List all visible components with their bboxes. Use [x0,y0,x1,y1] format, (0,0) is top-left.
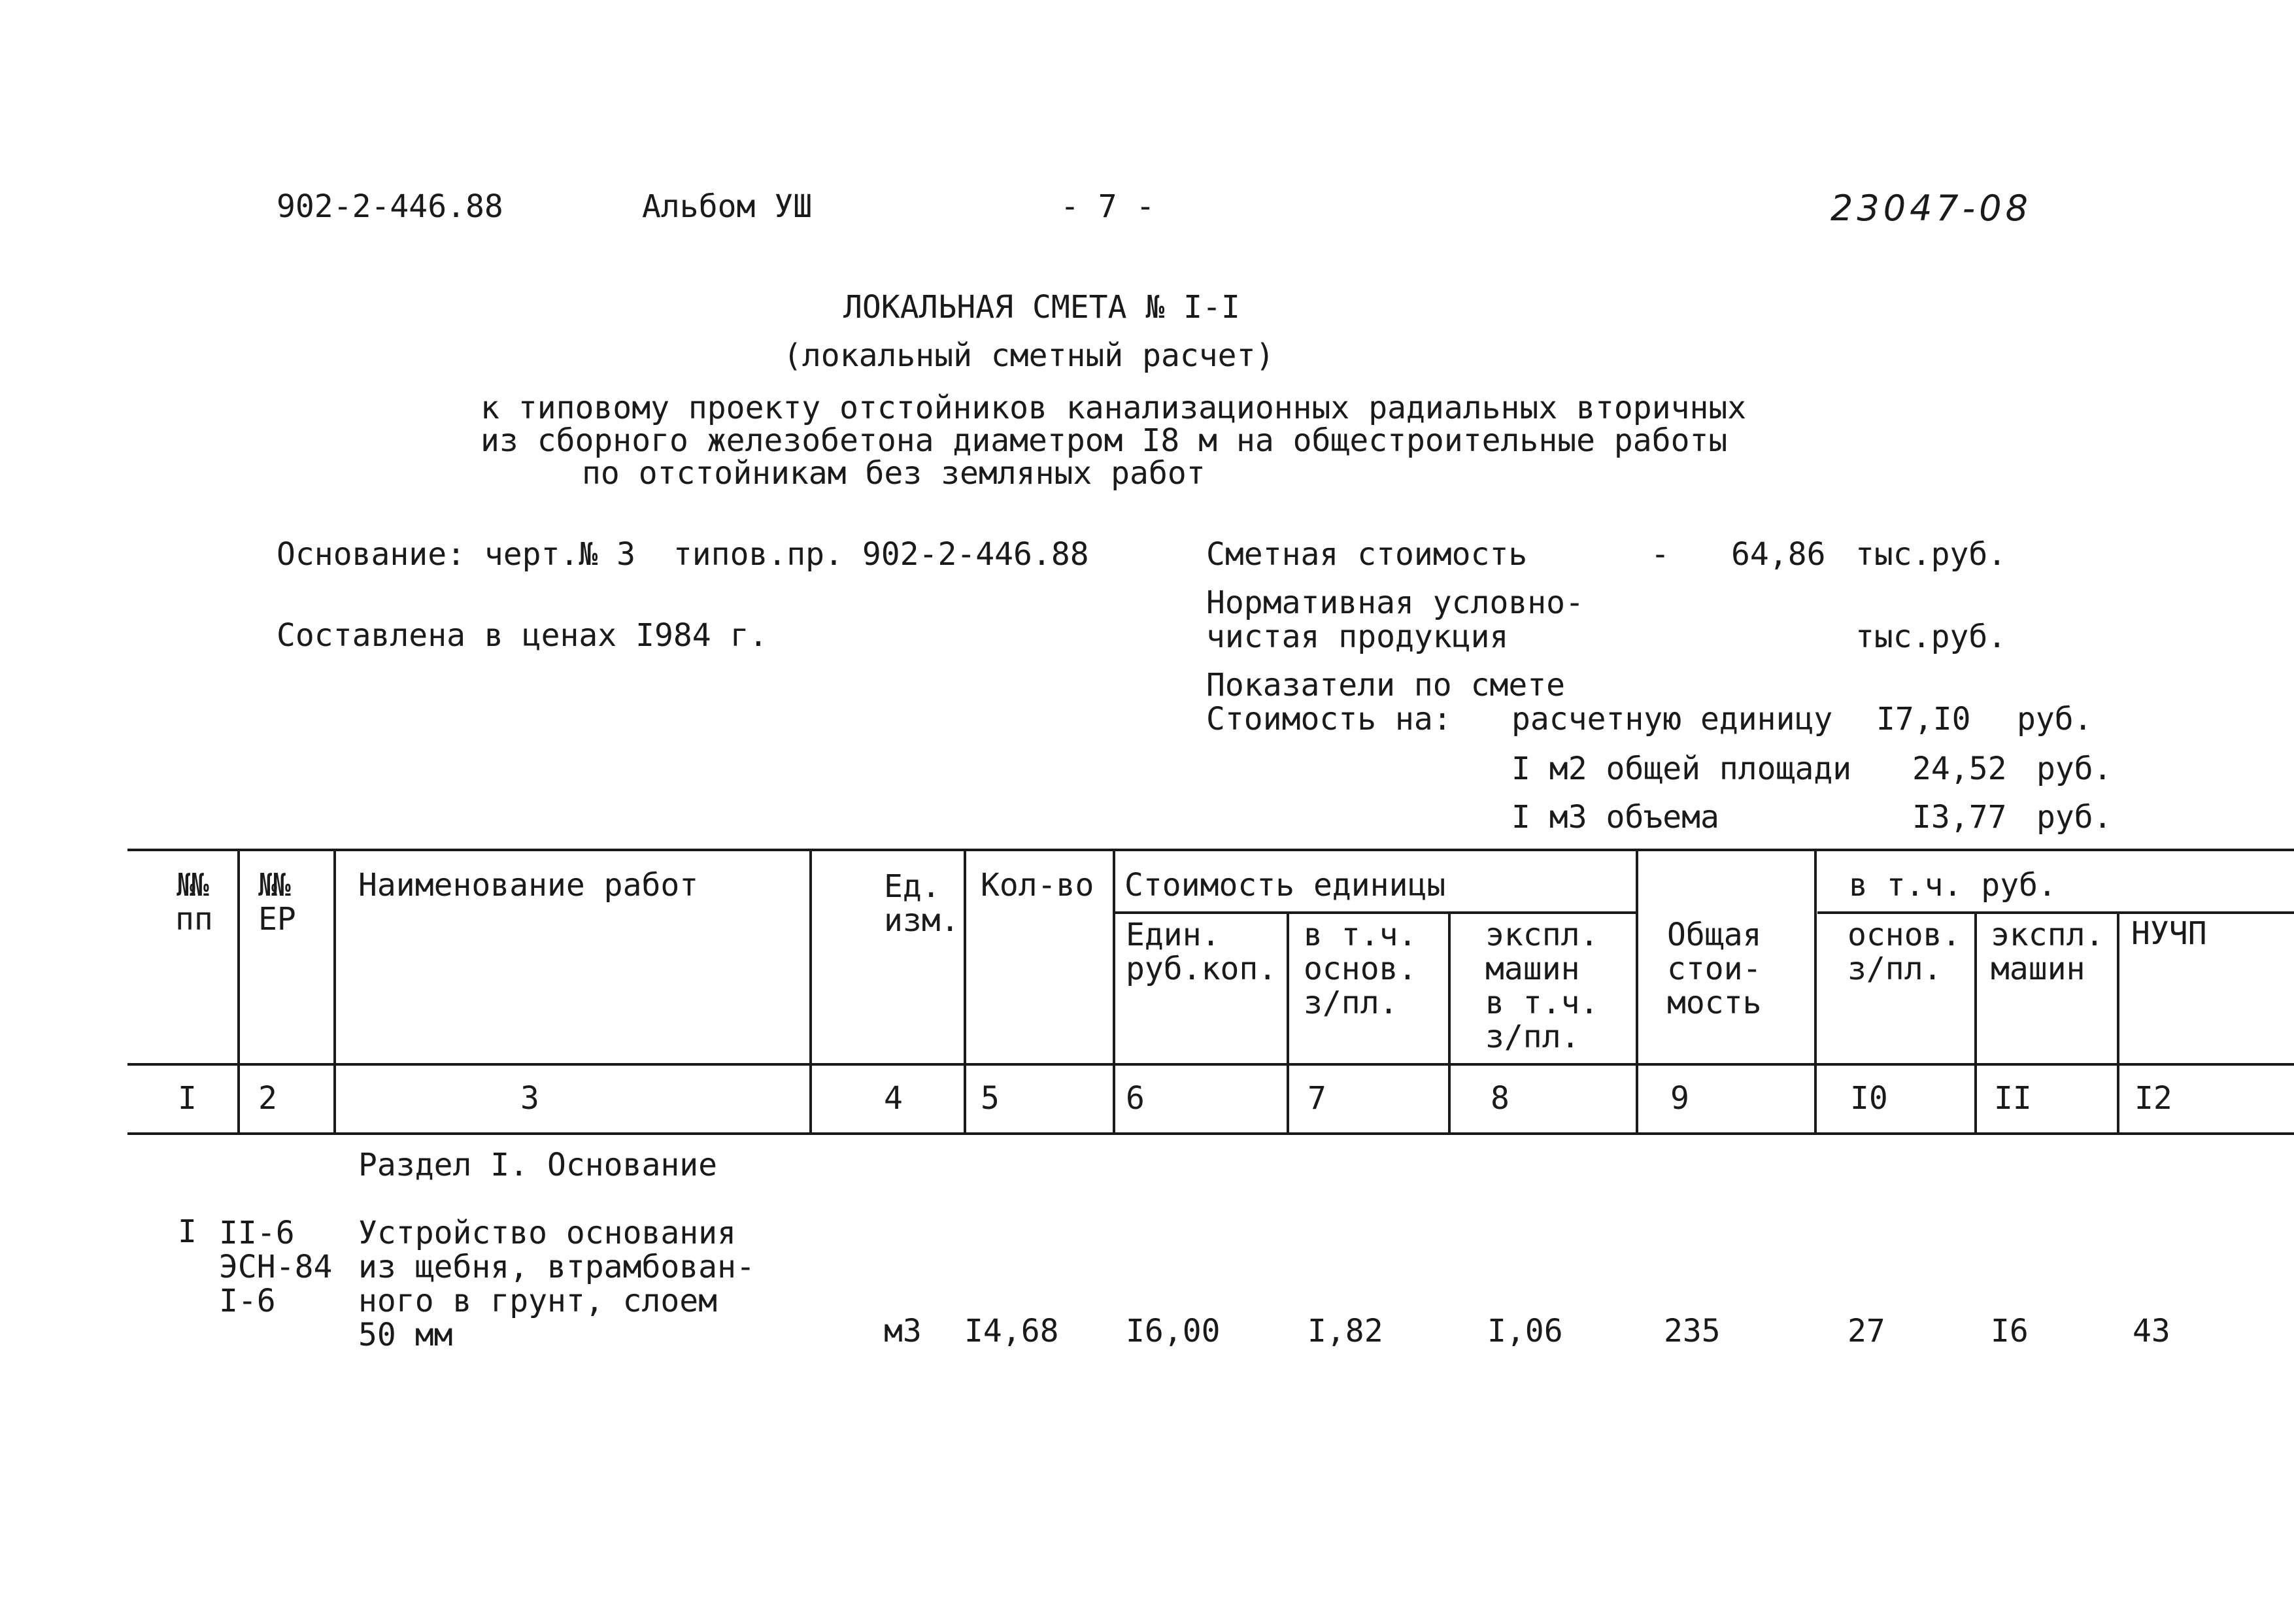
per-m2-currency: руб. [2036,751,2112,787]
unit-cost-group-divider [1113,911,1636,914]
per-m3-label: I м3 объема [1511,799,1719,836]
row-unit-cost: I6,00 [1126,1313,1221,1349]
header-unit-cost: Един. руб.коп. [1126,917,1277,987]
col-divider-4 [964,849,966,1135]
row-number: I [178,1213,197,1250]
column-number: 9 [1670,1080,1689,1117]
per-m2-label: I м2 общей площади [1511,751,1852,787]
cost-per-label: Стоимость на: [1206,701,1452,737]
inventory-number: 23047-08 [1830,188,2032,229]
column-number: 6 [1126,1080,1145,1117]
description-line-2: из сборного железобетона диаметром I8 м на общестроительные работы [481,422,1728,459]
column-number: 4 [884,1080,903,1117]
normative-unit: тыс.руб. [1855,618,2007,655]
header-incl-group: в т.ч. руб. [1849,867,2057,904]
col-divider-6 [1287,911,1289,1135]
column-number: 5 [981,1080,1000,1117]
header-unit-wage: в т.ч. основ. з/пл. [1304,917,1417,1021]
column-number: I [178,1080,197,1117]
incl-group-divider [1817,911,2294,914]
col-divider-2 [333,849,336,1135]
row-unit-wage: I,82 [1307,1313,1383,1349]
row-work-name: Устройство основания из щебня, втрамбован- ного в грунт, слоем 50 мм [358,1215,755,1353]
row-er-code: II-6 ЭСН-84 I-6 [219,1215,333,1319]
column-number: 7 [1307,1080,1326,1117]
header-col1-line2: пп [175,901,213,938]
col-divider-10 [1974,911,1977,1135]
indicators-label: Показатели по смете [1206,667,1566,703]
description-line-1: к типовому проекту отстойников канализационных радиальных вторичных [481,390,1747,426]
header-work-name: Наименование работ [358,867,699,904]
estimated-cost-label: Сметная стоимость [1206,536,1528,573]
per-m2-value: 24,52 [1912,751,2007,787]
column-number: 2 [258,1080,277,1117]
estimate-subheading: (локальный сметный расчет) [783,337,1275,374]
header-col2-line2: ЕР [258,901,296,938]
column-number: 3 [520,1080,539,1117]
per-unit-currency: руб. [2017,701,2093,737]
normative-line-1: Нормативная условно- [1206,584,1584,621]
column-number: I0 [1850,1080,1888,1117]
col-divider-11 [2117,911,2119,1135]
estimated-cost-value: 64,86 [1731,536,1826,573]
row-unit: м3 [884,1313,922,1349]
row-total-wage: 27 [1847,1313,1885,1349]
header-unit-machines: экспл. машин в т.ч. з/пл. [1485,917,1599,1055]
header-quantity: Кол-во [981,867,1094,904]
col-divider-5 [1113,849,1115,1135]
numbers-row-bottom-border [127,1132,2294,1135]
page-number: - 7 - [1060,188,1155,225]
per-unit-label: расчетную единицу [1511,701,1833,737]
column-number: II [1994,1080,2032,1117]
album-label: Альбом УШ [642,188,813,225]
header-col2-line1: №№ [258,867,286,904]
header-total-cost: Общая стои- мость [1667,917,1762,1021]
header-total-wage: основ. з/пл. [1847,917,1961,987]
col-divider-1 [237,849,240,1135]
description-line-3: по отстойникам без земляных работ [582,455,1206,492]
col-divider-3 [809,849,812,1135]
row-total-cost: 235 [1664,1313,1721,1349]
table-top-border [127,849,2294,851]
row-total-machines: I6 [1991,1313,2029,1349]
header-total-machines: экспл. машин [1991,917,2104,987]
per-m3-currency: руб. [2036,799,2112,836]
row-unit-machines: I,06 [1487,1313,1563,1349]
project-code: 902-2-446.88 [277,188,503,225]
column-number: I2 [2134,1080,2172,1117]
col-divider-8 [1636,849,1638,1135]
header-nuchp: НУЧП [2131,915,2207,952]
header-unit: Ед. изм. [884,868,960,939]
per-m3-value: I3,77 [1912,799,2007,836]
header-col1-line1: №№ [177,867,204,904]
col-divider-7 [1448,911,1451,1135]
per-unit-value: I7,I0 [1876,701,1971,737]
col-divider-9 [1814,849,1817,1135]
estimated-cost-unit: тыс.руб. [1855,536,2007,573]
row-quantity: I4,68 [964,1313,1059,1349]
header-bottom-border [127,1063,2294,1066]
basis-text: Основание: черт.№ 3 типов.пр. 902-2-446.88 [277,536,1089,573]
section-title: Раздел I. Основание [358,1147,718,1183]
prices-year-text: Составлена в ценах I984 г. [277,617,768,654]
column-number: 8 [1491,1080,1510,1117]
header-unit-cost-group: Стоимость единицы [1124,867,1446,904]
estimate-heading: ЛОКАЛЬНАЯ СМЕТА № I-I [843,289,1240,326]
row-nuchp: 43 [2133,1313,2170,1349]
normative-line-2: чистая продукция [1206,618,1509,655]
estimated-cost-dash: - [1651,536,1670,573]
